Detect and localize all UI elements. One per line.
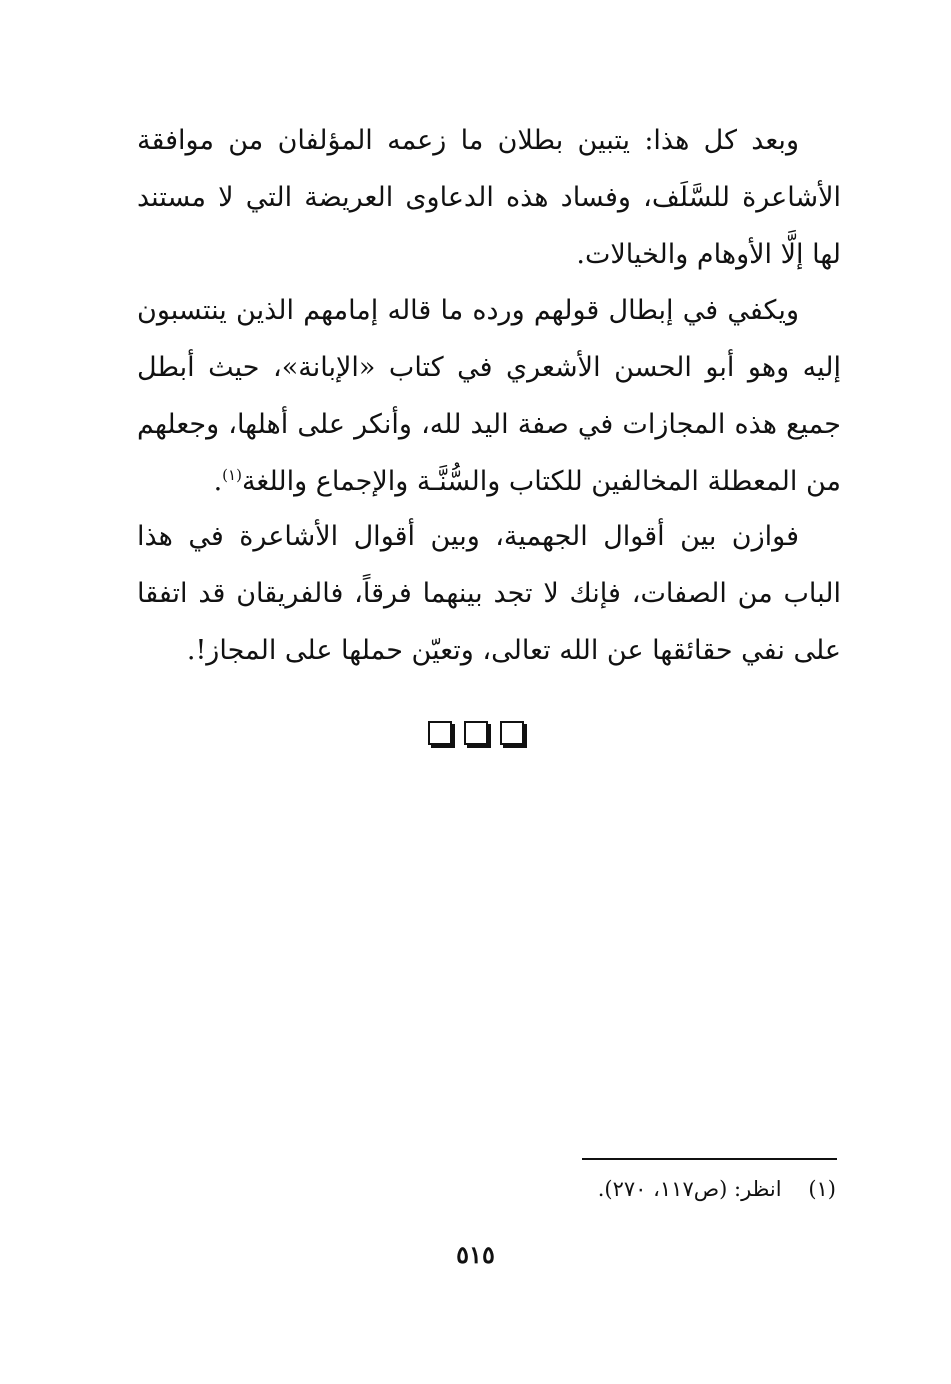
footnote — [598, 1172, 836, 1206]
paragraph-2-text: ويكفي في إبطال قولهم ورده ما قاله إمامهم الذين ينتسبون إليه وهو أبو الحسن الأشعري في كتاب «الإبانة»، حيث أبطل جميع هذه المجازات في صفة اليد لله، وأنكر على أهلها، وجعلهم من المعطلة المخالفين للكتاب والسُّنَّـة والإجماع واللغة — [137, 295, 841, 497]
footnote-marker: (١) — [808, 1177, 836, 1201]
paragraph-3-text: فوازن بين أقوال الجهمية، وبين أقوال الأشاعرة في هذا الباب من الصفات، فإنك لا تجد بينهما فرقاً، فالفريقان قد اتفقا على نفي حقائقها عن الله تعالى، وتعيّن حملها على المجاز!. — [137, 521, 841, 666]
paragraph-2 — [137, 282, 841, 510]
paragraph-1-text: وبعد كل هذا: يتبين بطلان ما زعمه المؤلفان من موافقة الأشاعرة للسَّلَف، وفساد هذه الدعاوى العريضة التي لا مستند لها إلَّا الأوهام والخيالات. — [137, 125, 841, 270]
paragraph-1 — [137, 112, 841, 283]
separator-square-icon — [464, 721, 488, 745]
paragraph-3 — [137, 508, 841, 679]
separator-square-icon — [428, 721, 452, 745]
separator-square-icon — [500, 721, 524, 745]
footnote-text: انظر: (ص١١٧، ٢٧٠). — [597, 1177, 782, 1201]
page-number: ٥١٥ — [456, 1240, 495, 1269]
footnote-reference-marker[interactable]: (١) — [222, 466, 242, 484]
paragraph-2-tail: . — [213, 466, 223, 497]
section-separator — [0, 721, 951, 749]
footnote-divider — [582, 1158, 837, 1160]
paragraph-2-body — [137, 282, 841, 510]
